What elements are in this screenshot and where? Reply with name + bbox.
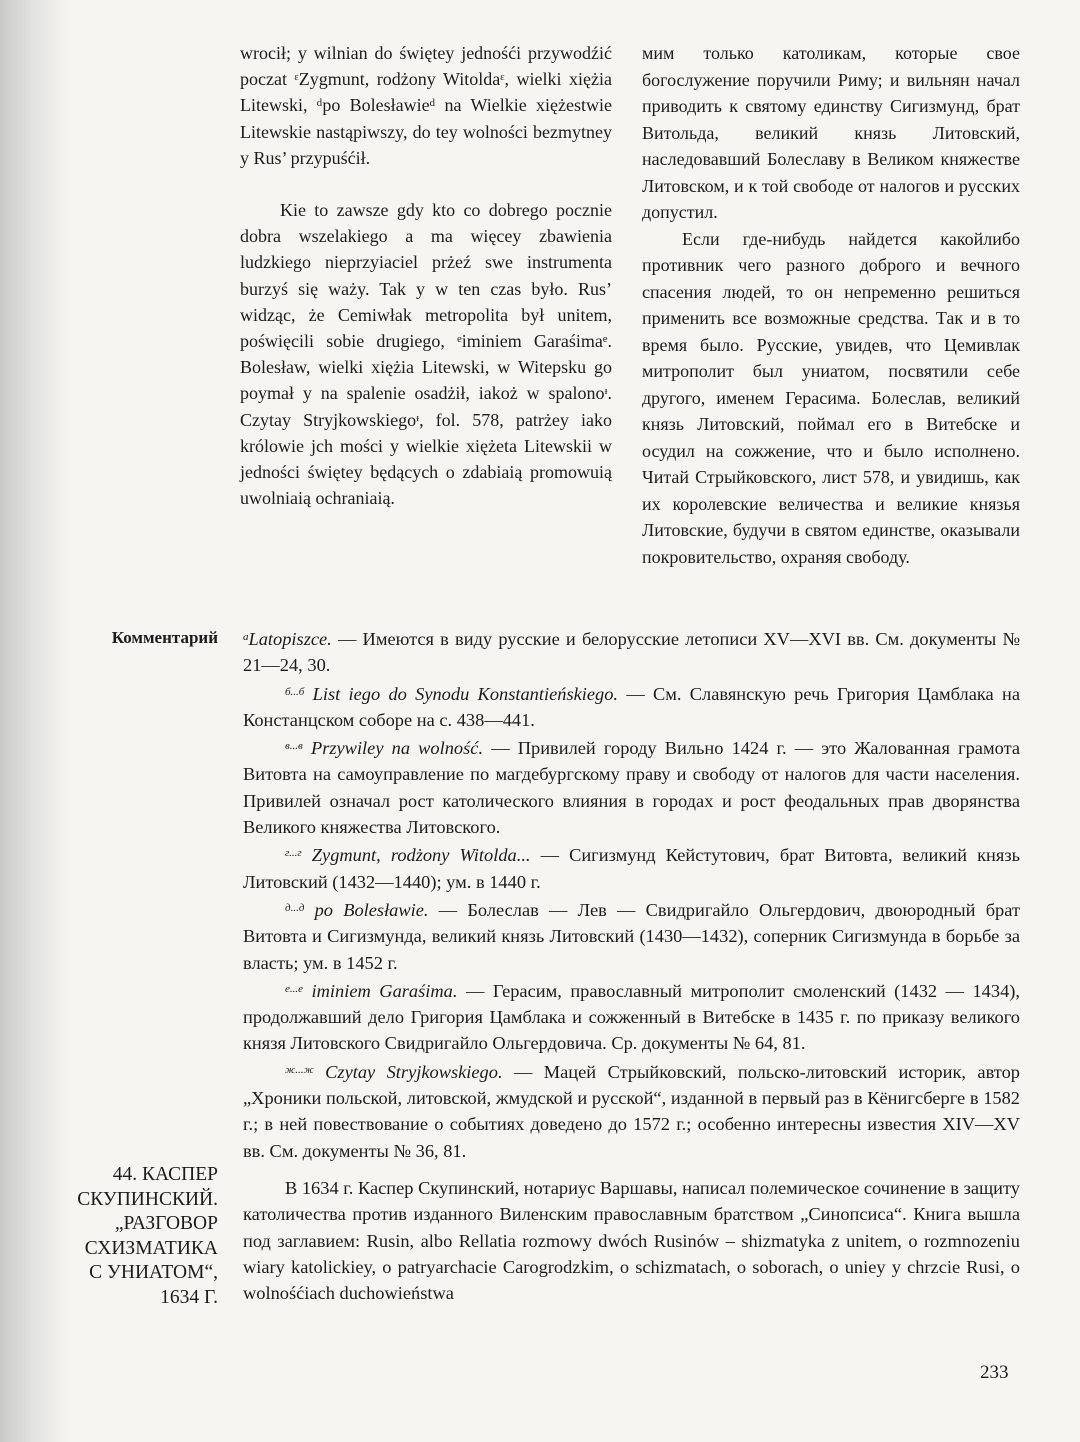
- russian-paragraph: мим только католикам, которые свое богослужение поручили Риму; и вильнян начал приводить к святому единству Сигизмунд, брат Витольда, великий князь Литовский, наследовавший Болеславу в Великом княжестве Литовском, и к той свободе от налогов и русских допустил.: [642, 43, 1020, 222]
- note-source: iminiem Garaśima.: [311, 980, 458, 1001]
- note-text: — Сигизмунд Кейстутович, брат Витовта, великий князь Литовский (1432—1440); ум. в 1440 г.: [243, 845, 1020, 892]
- note-source: List iego do Synodu Konstantieńskiego.: [312, 683, 619, 704]
- commentary-note: [243, 895, 1020, 976]
- commentary-heading: Комментарий: [111, 628, 218, 647]
- note-source: Przywiley na wolność.: [310, 738, 484, 759]
- note-text: — Болеслав — Лев — Свидригайло Ольгердович, двоюродный брат Витовта и Сигизмунда, великий князь Литовский (1430—1432), соперник Сигизмунда в борьбе за власть; ум. в 1452 г.: [243, 899, 1020, 973]
- polish-paragraph: Kie to zawsze gdy kto co dobrego pocznie dobra wszelakiego a ma więcey zbawienia ludzkiego nieprzyiaciel prżeź swe instrumenta burzyś się waży. Tak y w ten czas było. Rus’ widząc, że Cemiwłak metropolita był unitem, poświęcili sobie drugiego, ᵉiminiem Garaśimaᵉ. Bolesław, wielki xiężia Litewski, w Witepsku go poymał y na spalenie osadżił, iakoż w spalonoᶧ. Czytay Stryjkowskiegoᶧ, fol. 578, patrżey iako królowie jch mości y wielkie xiężeta Litewskii w jedności świętey będących o zdabiaią promowuią uwolniaią ochraniaią.: [240, 200, 612, 509]
- note-text: — Герасим, православный митрополит смоленский (1432 — 1434), продолжавший дело Григория Цамблака и сожженный в Витебске в 1435 г. по приказу великого князя Литовского Свидригайло Ольгердовича. Ср. документы № 64, 81.: [243, 980, 1020, 1054]
- note-mark: а: [243, 631, 249, 643]
- russian-paragraph: Если где-нибудь найдется какойлибо противник чего разного доброго и вечного спасения людей, то он непременно решиться применить все возможные средства. Так и в то время было. Русские, увидев, что Цемивлак митрополит был униатом, посвятили себе другого, именем Герасима. Болеслав, великий князь Литовский, поймал его в Витебске и осудил на сожжение, что и было исполнено. Читай Стрыйковского, лист 578, и увидишь, как их королевские величества и великие князья Литовские, будучи в святом единстве, оказывали покровительство, охраняя свободу.: [642, 228, 1020, 567]
- commentary-note: [243, 679, 1020, 734]
- polish-paragraph: wrocił; y wilnian do świętеy jednośći przywodźić poczat ᵋZygmunt, rodżony Witoldaᵋ, wielki xiężia Litewski, ᵈpo Bolesławieᵈ na Wielkie xiężestwie Litewskie nastąpiwszy, do tey wolności bezmytney y Rus’ przypuśćił.: [240, 43, 612, 168]
- note-source: po Bolesławie.: [314, 899, 429, 920]
- note-text: — Имеются в виду русские и белорусские летописи XV—XVI вв. См. документы № 21—24, 30.: [243, 629, 1020, 676]
- note-mark: б...б: [285, 685, 305, 698]
- note-text: — Мацей Стрыйковский, польско-литовский историк, автор „Хроники польской, литовской, жмудской и русской“, изданной в первый раз в Кёнигсберге в 1582 г.; в ней повествование о событиях доведено до 1572 г.; особенно интересны известия XIV—XV вв. См. документы № 36, 81.: [243, 1061, 1020, 1161]
- commentary-note: [243, 1057, 1020, 1164]
- section-heading-line: СХИЗМАТИКА: [84, 1237, 218, 1259]
- section-heading-line: С УНИАТОМ“,: [89, 1262, 218, 1283]
- note-mark: д...д: [285, 901, 305, 914]
- note-mark: в...в: [285, 740, 303, 753]
- note-text: — См. Славянскую речь Григория Цамблака на Констанцском соборе на с. 438—441.: [243, 683, 1020, 730]
- note-mark: г...г: [285, 847, 302, 860]
- note-source: Czytay Stryjkowskiego.: [325, 1061, 503, 1082]
- section-body: [243, 1175, 1020, 1306]
- commentary-notes: [243, 624, 1020, 1164]
- note-mark: ж...ж: [285, 1063, 314, 1076]
- commentary-note: [243, 733, 1020, 840]
- section-heading: [40, 1163, 218, 1310]
- page-number: 233: [980, 1362, 1009, 1383]
- section-heading-line: 1634 Г.: [160, 1286, 218, 1308]
- commentary-note: [243, 976, 1020, 1057]
- russian-translation-column: [642, 40, 1020, 570]
- section-paragraph: В 1634 г. Каспер Скупинский, нотариус Варшавы, написал полемическое сочинение в защиту католичества против изданного Виленским православным братством „Синопсиса“. Книга вышла под заглавием: Rusin, albo Rellatia rozmowy dwóch Rusinów – shizmatyka z unitem, o rozmnozeniu wiary katolickiey, o patryarchacie Carogrodzkim, o schizmatach, o soborach, o uniey y chrzcie Rusi, o wolnośćiach duchowieństwa: [243, 1178, 1020, 1304]
- note-source: Latopiszce.: [248, 629, 332, 649]
- commentary-note: [243, 624, 1020, 679]
- note-mark: е...е: [285, 982, 304, 995]
- section-heading-line: 44. КАСПЕР: [112, 1164, 218, 1185]
- note-source: Zygmunt, rodżony Witolda...: [311, 845, 531, 866]
- note-text: — Привилей городу Вильно 1424 г. — это Жалованная грамота Витовта на самоуправление по магдебургскому праву и свободу от налогов для части населения. Привилей означал рост католического влияния в городах и рост феодальных прав дворянства Великого княжества Литовского.: [243, 738, 1020, 838]
- commentary-note: [243, 840, 1020, 895]
- polish-text-column: [240, 40, 612, 511]
- section-heading-line: СКУПИНСКИЙ.: [77, 1188, 218, 1210]
- section-heading-line: „РАЗГОВОР: [114, 1213, 218, 1234]
